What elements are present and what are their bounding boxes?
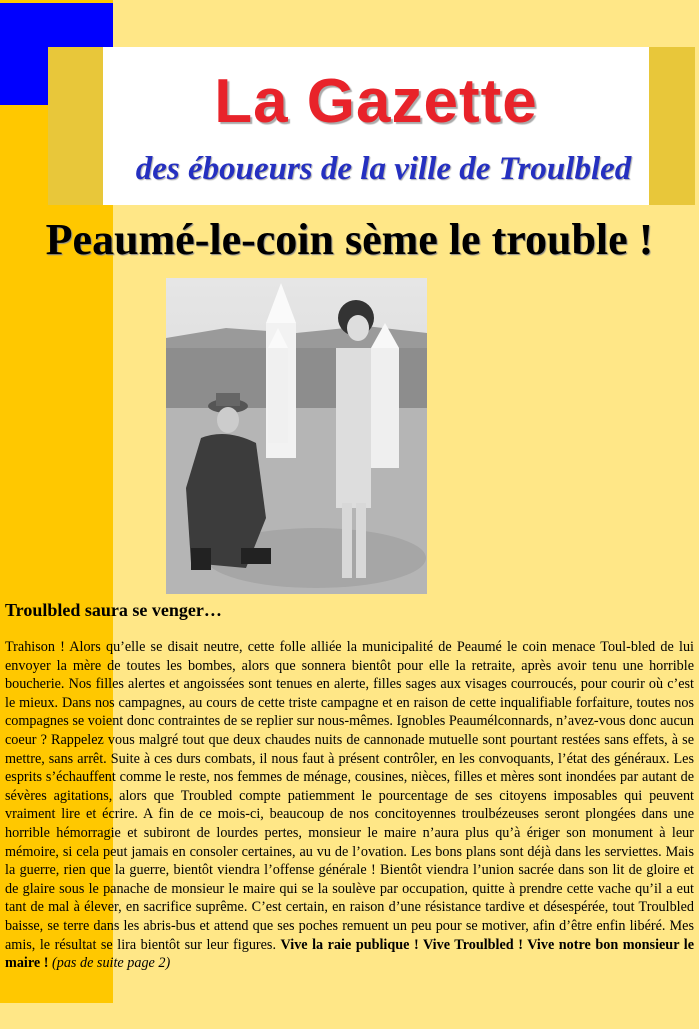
masthead-logo: [103, 47, 649, 205]
article-body-text: Trahison ! Alors qu’elle se disait neutre, cette folle alliée la municipalité de Peaumé le coin menace Toul-bled de lui envoyer la mère de toutes les bombes, alors que sonnera bientôt pour elle la retraite, après avoir tenu une horrible boucherie. Nos filles alertes et angoissées sont tenues en alerte, filles sages aux visages courroucés, pour courir où c’est le mieux. Dans nos campagnes, au cours de cette triste campagne et en raison de cette inqualifiable forfaiture, toutes nos compagnes se voient donc contraintes de se replier sur nous-mêmes. Ignobles Peaumélconnards, n’avez-vous donc aucun coeur ? Rappelez vous malgré tout que deux chaudes nuits de cannonade mutuelle sont pourtant restées sans effets, à se mettre, sans arrêt. Suite à ces durs combats, il nous faut à présent contrôler, en les convoquants, l’état des généraux. Les esprits s’échauffent comme le reste, nos femmes de ménage, cousines, nièces, filles et mères sont inondées par autant de sévères agitations, alors que Troubled compte patiemment le pourcentage de ses citoyens imposables qui peuvent vraiment lire et écrire. A fin de ce mois-ci, beaucoup de nos concitoyennes troulbézeuses seront plongées dans une horrible hémorragie et subiront de lourdes pertes, monsieur le maire n’aura plus qu’à ériger son monument à leur mémoire, si cela peut jamais en consoler certaines, au vu de l’ovation. Les bons plans sont déjà dans les serviettes. Mais la guerre, rien que la guerre, bientôt viendra l’offense générale ! Bientôt viendra l’union sacrée dans son lit de gloire et de glaire sous le panache de monsieur le maire qui se la soulève par occupation, quitte à prendre cette vache qu’il a eut tant de mal à élever, en sacrifice suprême. C’est certain, en raison d’une résistance tardive et désespérée, tout Troulbled baisse, se terre dans les abris-bus et attend que ses poches remuent un peu pour se motiver, afin d’être enfin libéré. Mes amis, le résultat se lira bientôt sur leur figures.: [5, 639, 694, 953]
masthead-banner: [48, 47, 695, 205]
masthead-subtitle: des éboueurs de la ville de Troulbled: [135, 151, 632, 187]
article-headline: Peaumé-le-coin sème le trouble !: [45, 215, 654, 264]
masthead-title: La Gazette: [214, 67, 538, 136]
article-closing-bold: Vive la raie publique ! Vive Troulbled ! Vive notre bon monsieur le maire !: [5, 936, 694, 972]
article-body: [5, 638, 694, 973]
article-photo: [166, 278, 427, 594]
article-subheading: Troulbled saura se venger…: [5, 600, 222, 620]
article-closing-note: (pas de suite page 2): [52, 955, 171, 972]
